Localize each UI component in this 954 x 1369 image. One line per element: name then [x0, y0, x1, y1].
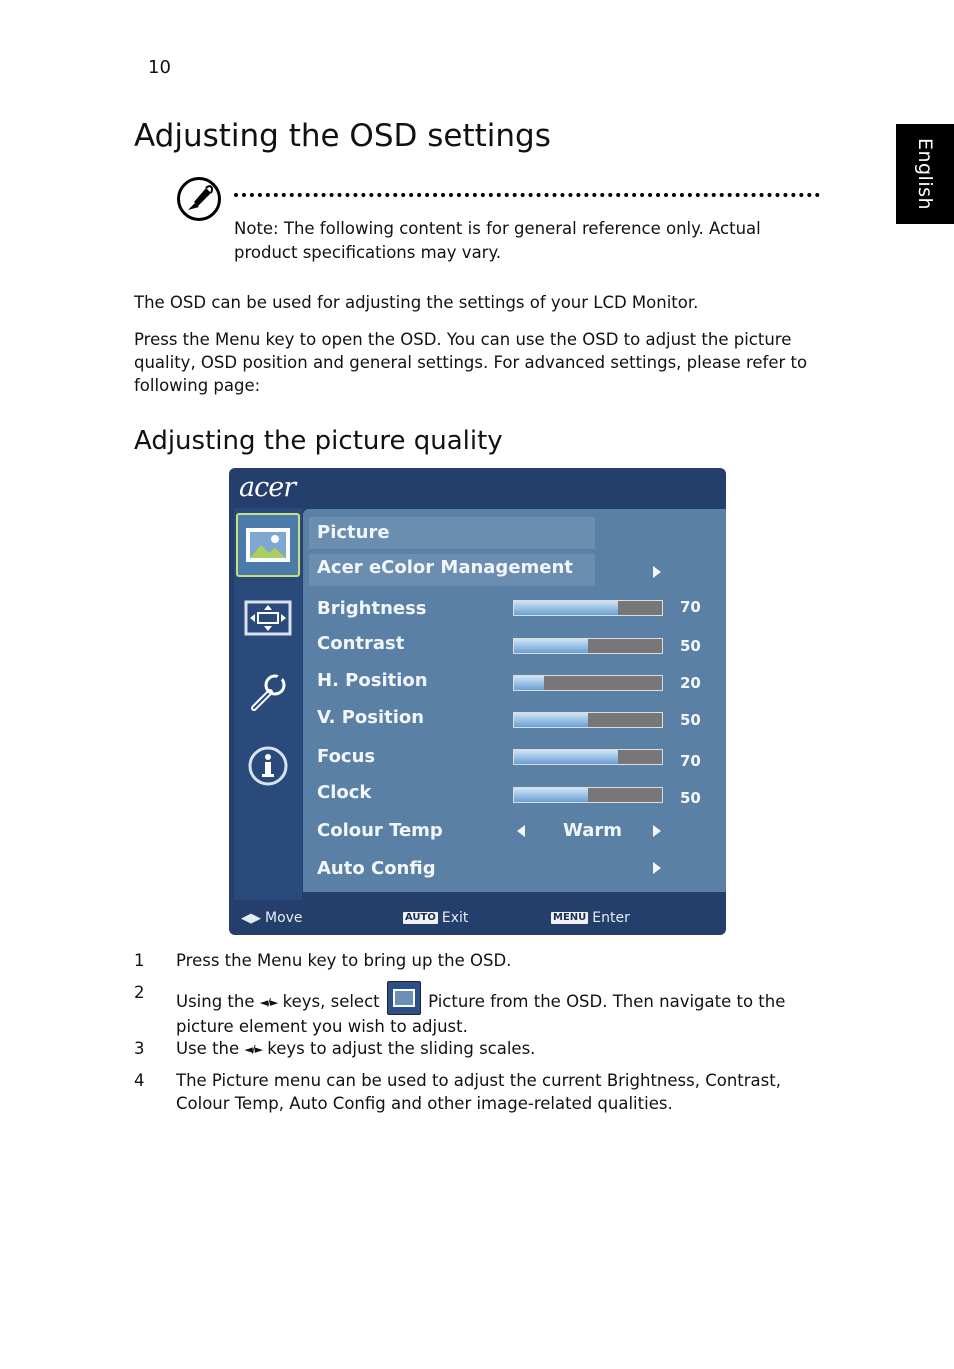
- auto-config-arrow-right-icon: [653, 862, 661, 874]
- info-icon: [247, 745, 289, 787]
- colour-temp-value: Warm: [563, 820, 622, 841]
- intro-text-post: key to open the OSD. You can use the OSD to adjust the picture quality, OSD position and general settings. For advanced settings, please refer to following page:: [134, 330, 808, 395]
- slider-brightness[interactable]: [513, 600, 663, 616]
- slider-value-focus: 70: [680, 752, 701, 770]
- menu-key-name: Menu: [215, 330, 261, 349]
- slider-fill: [514, 639, 588, 653]
- colour-temp-label: Colour Temp: [317, 820, 443, 841]
- slider-focus[interactable]: [513, 749, 663, 765]
- slider-label-contrast: Contrast: [317, 633, 405, 654]
- footer-enter: [551, 910, 630, 926]
- slider-label-v-position: V. Position: [317, 707, 425, 728]
- auto-config-item[interactable]: Auto Config: [317, 858, 436, 879]
- slider-label-brightness: Brightness: [317, 598, 427, 619]
- information-tab[interactable]: [236, 734, 300, 798]
- step-text-post: keys to adjust the sliding scales.: [262, 1039, 536, 1058]
- slider-clock[interactable]: [513, 787, 663, 803]
- picture-icon: [245, 527, 291, 563]
- picture-tab[interactable]: [236, 513, 300, 577]
- left-right-keys-icon: ◄/►: [259, 996, 278, 1009]
- slider-fill: [514, 713, 588, 727]
- step-number: 1: [134, 951, 145, 970]
- settings-tab[interactable]: [236, 660, 300, 724]
- footer-move-label: Move: [265, 910, 303, 926]
- step-text: [176, 981, 824, 1038]
- step-number: 4: [134, 1071, 145, 1090]
- osd-sidebar: [234, 508, 302, 900]
- osd-footer: [229, 900, 726, 935]
- slider-fill: [514, 601, 618, 615]
- position-tab[interactable]: [236, 586, 300, 650]
- slider-label-clock: Clock: [317, 782, 372, 803]
- slider-fill: [514, 750, 618, 764]
- slider-label-h-position: H. Position: [317, 670, 428, 691]
- step-text-pre: Use the: [176, 1039, 245, 1058]
- step-text-pre: Using the: [176, 992, 260, 1011]
- step-text-mid: keys, select: [277, 992, 385, 1011]
- intro-paragraph-2: [134, 328, 824, 397]
- slider-contrast[interactable]: [513, 638, 663, 654]
- slider-h-position[interactable]: [513, 675, 663, 691]
- page-number: 10: [148, 57, 171, 78]
- colour-temp-left-arrow-icon[interactable]: [517, 825, 525, 837]
- slider-value-h-position: 20: [680, 674, 701, 692]
- slider-value-v-position: 50: [680, 711, 701, 729]
- step-text-post: Picture from the OSD. Then navigate to the picture element you wish to adjust.: [176, 992, 786, 1036]
- acer-logo: acer: [239, 472, 296, 503]
- footer-move: [241, 910, 303, 926]
- colour-temp-right-arrow-icon[interactable]: [653, 825, 661, 837]
- language-tab: [896, 124, 954, 224]
- note-body: The following content is for general reference only. Actual product specifications may vary.: [234, 219, 761, 262]
- note-icon: [176, 176, 222, 222]
- section-subtitle: Adjusting the picture quality: [134, 426, 503, 456]
- menu-title: Picture: [317, 522, 390, 543]
- note-divider: [234, 193, 820, 197]
- step-number: 3: [134, 1039, 145, 1058]
- step-text: [176, 1037, 824, 1061]
- slider-v-position[interactable]: [513, 712, 663, 728]
- slider-fill: [514, 788, 588, 802]
- menu-key-badge: MENU: [553, 912, 587, 923]
- note-label: Note:: [234, 219, 279, 238]
- slider-value-contrast: 50: [680, 637, 701, 655]
- step-number: 2: [134, 983, 145, 1002]
- step-text: Press the Menu key to bring up the OSD.: [176, 951, 512, 970]
- ecolor-management-item[interactable]: Acer eColor Management: [317, 557, 573, 578]
- step-text: The Picture menu can be used to adjust the current Brightness, Contrast, Colour Temp, Auto Config and other image-related qualities.: [176, 1071, 781, 1113]
- slider-label-focus: Focus: [317, 746, 376, 767]
- left-right-keys-icon: ◄/►: [244, 1043, 263, 1056]
- intro-text-pre: Press the: [134, 330, 215, 349]
- footer-enter-label: Enter: [592, 910, 630, 926]
- slider-value-clock: 50: [680, 789, 701, 807]
- auto-key-badge: AUTO: [405, 912, 436, 923]
- page-title: Adjusting the OSD settings: [134, 118, 551, 154]
- language-tab-label: English: [914, 137, 936, 211]
- slider-value-brightness: 70: [680, 598, 701, 616]
- picture-icon-frame: [393, 989, 415, 1007]
- osd-screenshot: [229, 468, 726, 935]
- footer-exit-label: Exit: [441, 910, 469, 926]
- position-icon: [244, 600, 292, 636]
- osd-picture-panel: [303, 509, 726, 892]
- note-text: [234, 217, 824, 265]
- slider-fill: [514, 676, 544, 690]
- picture-icon: [387, 981, 421, 1015]
- wrench-icon: [246, 670, 290, 714]
- footer-exit: [403, 910, 468, 926]
- ecolor-arrow-right-icon: [653, 566, 661, 578]
- intro-paragraph-1: The OSD can be used for adjusting the settings of your LCD Monitor.: [134, 293, 699, 312]
- left-right-arrows-icon: ◀▶: [241, 910, 261, 926]
